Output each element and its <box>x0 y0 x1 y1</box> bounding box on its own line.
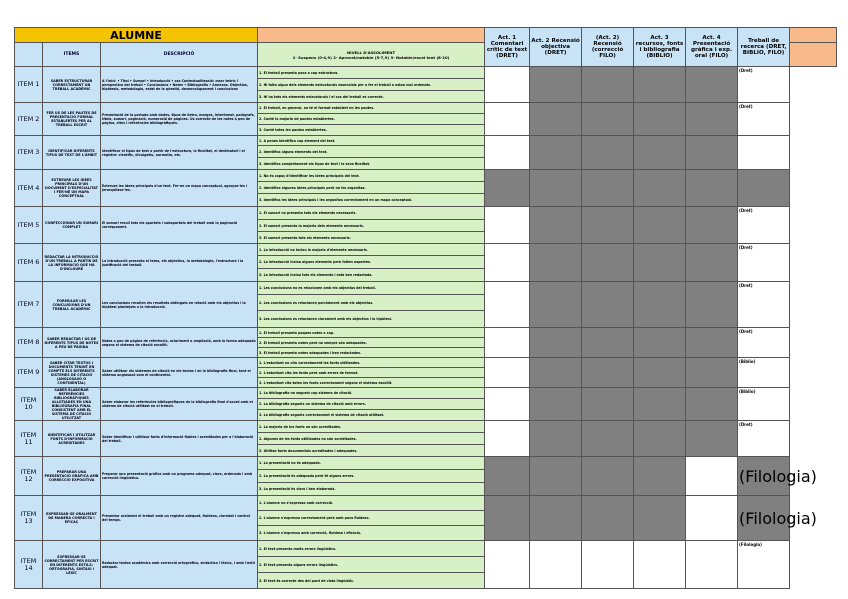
item-competence: SABER REDACTAR I ÚS DE DIFERENTS TIPUS DE NOTES A PEU DE PÀGINA <box>43 328 101 358</box>
activity-header-6: Treball de recerca (DRET, BIBLIO, FILO) <box>738 28 790 67</box>
level-descriptor: 2. Algunes de les fonts utilitzades no són acreditades. <box>258 433 485 445</box>
level-descriptor: 3. L'estudiant cita totes les fonts correctament segons el sistema escollit. <box>258 378 485 388</box>
item-description: Presentar oralment el treball amb un registre adequat, fluïdesa, claredat i control del temps. <box>101 496 258 541</box>
rubric-row <box>15 328 837 338</box>
rubric-sheet <box>14 27 836 589</box>
activity-score-cell[interactable] <box>485 358 530 388</box>
activity-score-cell[interactable] <box>634 244 686 282</box>
level-descriptor: 2. L'alumne s'expressa correctament però amb poca fluïdesa. <box>258 511 485 526</box>
level-descriptor: 2. La bibliografia segueix un sistema de citació amb errors. <box>258 399 485 410</box>
level-header-title: NIVELL D'ASSOLIMENT <box>347 49 396 55</box>
item-label: ITEM 7 <box>15 282 43 328</box>
level-descriptor: 2. El text presenta alguns errors lingüístics. <box>258 557 485 573</box>
activity-score-cell[interactable] <box>485 67 530 103</box>
rubric-row <box>15 421 837 433</box>
item-competence: REDACTAR LA INTRODUCCIÓ D'UN TREBALL A PARTIR DE LA INFORMACIÓ QUE HA D'INCLOURE <box>43 244 101 282</box>
activity-score-cell[interactable] <box>485 170 530 207</box>
activity-score-cell[interactable] <box>686 457 738 496</box>
level-descriptor: 1. El text presenta molts errors lingüístics. <box>258 541 485 557</box>
level-descriptor: 3. La presentació és clara i ben elaborada. <box>258 483 485 496</box>
research-note[interactable]: (Dret) <box>738 421 790 457</box>
activity-score-cell[interactable] <box>530 244 582 282</box>
level-descriptor: 2. Conté la majoria de pautes establertes. <box>258 114 485 125</box>
research-note[interactable]: (Dret) <box>738 282 790 328</box>
activity-score-cell[interactable] <box>485 244 530 282</box>
level-descriptor: 3. Hi ha tots els elements estructurals i el cos del treball es correcte. <box>258 91 485 103</box>
item-description: Saber identificar i utilitzar fonts d'informació fiables i acreditades per a l'elaboració del treball. <box>101 421 258 457</box>
activity-score-cell[interactable] <box>686 358 738 388</box>
level-descriptor: 1. L'estudiant no cita correctament les fonts utilitzades. <box>258 358 485 368</box>
activity-score-cell[interactable] <box>686 496 738 541</box>
activity-header-1: Act. 1 Comentari crític de text (DRET) <box>485 28 530 67</box>
rubric-row <box>15 388 837 399</box>
activity-score-cell[interactable] <box>582 103 634 136</box>
activity-score-cell[interactable] <box>530 207 582 244</box>
activity-header-3: (Act. 2) Recensió (correcció FILO) <box>582 28 634 67</box>
research-note[interactable]: (Dret) <box>738 103 790 136</box>
items-column-header: ITEMS <box>43 43 101 67</box>
activity-score-cell[interactable] <box>485 103 530 136</box>
activity-score-cell[interactable] <box>530 457 582 496</box>
item-description: El sumari recull tots els apartats i subapartats del treball amb la paginació corresponent. <box>101 207 258 244</box>
level-descriptor: 1. El treball, en general, no té el format establert en les pautes. <box>258 103 485 114</box>
level-descriptor: 1. A penes identifica cap element del text. <box>258 136 485 146</box>
research-note[interactable]: (Dret) <box>738 244 790 282</box>
activity-score-cell[interactable] <box>634 67 686 103</box>
rubric-row <box>15 244 837 256</box>
item-competence: EXPRESSAR-SE CORRECTAMENT PER ESCRIT EN DIFERENTS ESTILS: ORTOGRAFIA, SINTAXI I LÈXIC <box>43 541 101 589</box>
rubric-row <box>15 136 837 146</box>
activity-score-cell[interactable] <box>530 103 582 136</box>
activity-score-cell[interactable] <box>485 328 530 358</box>
item-competence: PREPARAR UNA PRESENTACIÓ GRÀFICA AMB CORRECCIÓ EXPOSITIVA <box>43 457 101 496</box>
rubric-row <box>15 170 837 182</box>
level-descriptor: 1. No és capaç d'identificar les idees principals del text. <box>258 170 485 182</box>
level-descriptor: 2. Hi falta algun dels elements estructurals essencials per a fer el treball o estan mal ordenats. <box>258 79 485 91</box>
research-note[interactable]: (Filologia) <box>738 541 790 589</box>
item-competence: SABER ELABORAR REFERÈNCIES BIBLIOGRÀFIQUES ALLOTJADES EN UNA BIBLIOGRAFIA FINAL CONSISTENT AMB EL SISTEMA DE CITACIÓ UTILITZAT <box>43 388 101 421</box>
research-note[interactable]: (Biblio) <box>738 388 790 421</box>
item-competence: SABER ESTRUCTURAR CORRECTAMENT UN TREBALL ACADÈMIC <box>43 67 101 103</box>
activity-score-cell[interactable] <box>634 207 686 244</box>
item-label: ITEM 5 <box>15 207 43 244</box>
activity-score-cell[interactable] <box>634 421 686 457</box>
activity-score-cell[interactable] <box>530 67 582 103</box>
item-description: Extreure les idees principals d'un text. Fer-ne un mapa conceptual, agrupar-les i jerarquitzar-les. <box>101 170 258 207</box>
level-descriptor: 3. Conté totes les pautes establertes. <box>258 125 485 136</box>
level-descriptor: 1. La bibliografia no segueix cap sistema de citació. <box>258 388 485 399</box>
level-descriptor: 3. El treball presenta notes adequades i ben redactades. <box>258 348 485 358</box>
item-competence: IDENTIFICAR DIFERENTS TIPUS DE TEXT DE L'ÀMBIT <box>43 136 101 170</box>
activity-score-cell[interactable] <box>530 358 582 388</box>
level-descriptor: 1. La introducció no inclou la majoria d'elements necessaris. <box>258 244 485 256</box>
item-label: ITEM 9 <box>15 358 43 388</box>
level-descriptor: 3. La introducció inclou tots els elements i està ben redactada. <box>258 269 485 282</box>
item-competence: SABER CITAR TEXTOS I DOCUMENTS TENINT EN COMPTE ELS DIFERENTS SISTEMES DE CITACIÓ (ANGLOSAXÓ O CONTINENTAL) <box>43 358 101 388</box>
activity-score-cell[interactable] <box>686 207 738 244</box>
activity-score-cell[interactable] <box>530 170 582 207</box>
activity-score-cell[interactable] <box>582 328 634 358</box>
rubric-row <box>15 207 837 220</box>
activity-score-cell[interactable] <box>485 388 530 421</box>
activity-score-cell[interactable] <box>634 136 686 170</box>
activity-score-cell[interactable] <box>530 496 582 541</box>
item-description: A l'inici: • Títol • Sumari • Introducció • cos Contextualització: marc teòric i perspectiva del treball • Conclusions • Notes • Bibliografia • Annexos. Objectius, hipòtesis, metodologia, estat de la qüestió, desenvolupament i conclusions <box>101 67 258 103</box>
student-title: ALUMNE <box>15 28 258 43</box>
level-descriptor: 1. Les conclusions no es relacionen amb els objectius del treball. <box>258 282 485 295</box>
item-description: Saber utilitzar els sistemes de citació en els textos i en la bibliografia final, tant el sistema anglosaxó com el continental. <box>101 358 258 388</box>
activity-score-cell[interactable] <box>485 207 530 244</box>
rubric-row <box>15 457 837 470</box>
research-note[interactable]: (Dret) <box>738 207 790 244</box>
item-description: Les conclusions recullen els resultats obtinguts en relació amb els objectius i la hipòtesi plantejats a la introducció. <box>101 282 258 328</box>
item-competence: EXTREURE LES IDEES PRINCIPALS D'UN DOCUMENT D'ESPECIALITAT I FER-NE UN MAPA CONCEPTUAL <box>43 170 101 207</box>
level-descriptor: 2. Identifica alguns elements del text. <box>258 146 485 158</box>
item-competence: EXPRESSAR-SE ORALMENT DE MANERA CORRECTA I EFICAÇ <box>43 496 101 541</box>
research-note[interactable]: (Filologia) <box>738 457 790 496</box>
activity-score-cell[interactable] <box>686 103 738 136</box>
level-descriptor: 1. La majoria de les fonts no són acreditades. <box>258 421 485 433</box>
rubric-body <box>15 67 837 589</box>
level-descriptor: 3. La bibliografia segueix correctament el sistema de citació utilitzat. <box>258 410 485 421</box>
item-label: ITEM 3 <box>15 136 43 170</box>
activity-score-cell[interactable] <box>634 388 686 421</box>
level-descriptor: 2. El sumari presenta la majoria dels elements necessaris. <box>258 220 485 232</box>
activity-score-cell[interactable] <box>582 136 634 170</box>
activity-score-cell[interactable] <box>582 421 634 457</box>
level-descriptor: 3. L'alumne s'expressa amb correcció, fluïdesa i eficàcia. <box>258 526 485 541</box>
item-competence: CONFECCIONAR UN SUMARI COMPLET <box>43 207 101 244</box>
level-descriptor: 3. Les conclusions es relacionen clarament amb els objectius i la hipòtesi. <box>258 311 485 328</box>
level-descriptor: 3. El sumari presenta tots els elements necessaris. <box>258 232 485 244</box>
item-label: ITEM 14 <box>15 541 43 589</box>
description-column-header: DESCRIPCIÓ <box>101 43 258 67</box>
activity-score-cell[interactable] <box>530 136 582 170</box>
item-label: ITEM 1 <box>15 67 43 103</box>
rubric-row <box>15 541 837 557</box>
activity-header-5: Act. 4 Presentació gràfica i exp. oral (FILO) <box>686 28 738 67</box>
item-description: Preparar una presentació gràfica amb un programa adequat, clara, ordenada i amb correcció lingüística. <box>101 457 258 496</box>
item-description: Redactar textos acadèmics amb correcció ortogràfica, sintàctica i lèxica, i amb l'estil adequat. <box>101 541 258 589</box>
item-label: ITEM 10 <box>15 388 43 421</box>
activity-score-cell[interactable] <box>634 541 686 589</box>
research-note[interactable] <box>738 170 790 207</box>
research-note[interactable]: (Filologia) <box>738 496 790 541</box>
research-note[interactable]: (Biblio) <box>738 358 790 388</box>
activity-score-cell[interactable] <box>686 541 738 589</box>
item-description: Presentació de la portada amb dades, tipus de lletra, marges, interlineat, paràgrafs, títols, sumari, paginació, numeració de pàgines. Ús correcte de les notes a peu de pàgina, cites i referències bibliogràfiques. <box>101 103 258 136</box>
activity-score-cell[interactable] <box>582 207 634 244</box>
level-column-header <box>258 43 485 67</box>
activity-score-cell[interactable] <box>634 496 686 541</box>
item-description: Identificar el tipus de text a partir de l'estructura, la finalitat, el destinatari i el registre: científic, divulgatiu, normatiu, etc. <box>101 136 258 170</box>
level-descriptor: 3. Identifica completament els tipus de text i la seva finalitat. <box>258 158 485 170</box>
item-label: ITEM 6 <box>15 244 43 282</box>
activity-score-cell[interactable] <box>686 282 738 328</box>
item-label: ITEM 13 <box>15 496 43 541</box>
level-descriptor: 1. L'alumne no s'expressa amb correcció. <box>258 496 485 511</box>
activity-score-cell[interactable] <box>634 457 686 496</box>
activity-score-cell[interactable] <box>582 358 634 388</box>
item-description: Notes a peu de pàgina de referència, aclariment o ampliació, amb la forma adequada segons el sistema de citació escollit. <box>101 328 258 358</box>
item-label: ITEM 2 <box>15 103 43 136</box>
activity-score-cell[interactable] <box>634 282 686 328</box>
item-label: ITEM 11 <box>15 421 43 457</box>
activity-score-cell[interactable] <box>686 244 738 282</box>
item-label: ITEM 8 <box>15 328 43 358</box>
level-descriptor: 3. El text és correcte des del punt de vista lingüístic. <box>258 573 485 589</box>
level-descriptor: 2. La introducció inclou alguns elements però falten aspectes. <box>258 256 485 269</box>
research-note[interactable]: (Dret) <box>738 328 790 358</box>
activity-header-2: Act. 2 Recensió objectiva (DRET) <box>530 28 582 67</box>
items-corner <box>15 43 43 67</box>
header-blank <box>258 28 485 43</box>
activity-score-cell[interactable] <box>582 388 634 421</box>
activity-score-cell[interactable] <box>582 67 634 103</box>
item-competence: FORMULAR LES CONCLUSIONS D'UN TREBALL ACADÈMIC <box>43 282 101 328</box>
level-descriptor: 2. El treball presenta notes però no sempre són adequades. <box>258 338 485 348</box>
level-descriptor: 3. Identifica les idees principals i les organitza correctament en un mapa conceptual. <box>258 194 485 207</box>
level-descriptor: 2. Identifica algunes idees principals però no les organitza. <box>258 182 485 194</box>
activity-score-cell[interactable] <box>485 496 530 541</box>
activity-score-cell[interactable] <box>582 244 634 282</box>
activity-score-cell[interactable] <box>485 421 530 457</box>
activity-score-cell[interactable] <box>530 282 582 328</box>
activity-score-cell[interactable] <box>582 541 634 589</box>
activity-score-cell[interactable] <box>582 282 634 328</box>
item-label: ITEM 4 <box>15 170 43 207</box>
activity-score-cell[interactable] <box>582 457 634 496</box>
level-header-scale: 1- Suspens (0-4,9) 2- Aprovat/notable (5-7,9) 3- Notable/excel·lent (8-10) <box>292 54 450 60</box>
activity-score-cell[interactable] <box>686 328 738 358</box>
activity-score-cell[interactable] <box>530 328 582 358</box>
activity-score-cell[interactable] <box>686 421 738 457</box>
rubric-row <box>15 282 837 295</box>
rubric-row <box>15 103 837 114</box>
header-blank-right <box>790 28 837 43</box>
activity-score-cell[interactable] <box>686 67 738 103</box>
item-competence: FER ÚS DE LES PAUTES DE PRESENTACIÓ FORMAL ESTABLERTES PER AL TREBALL ESCRIT <box>43 103 101 136</box>
header-blank-right-2 <box>790 43 837 67</box>
level-descriptor: 1. El sumari no presenta tots els elements necessaris. <box>258 207 485 220</box>
activity-score-cell[interactable] <box>485 282 530 328</box>
level-descriptor: 1. La presentació no és adequada. <box>258 457 485 470</box>
activity-score-cell[interactable] <box>686 136 738 170</box>
activity-score-cell[interactable] <box>485 457 530 496</box>
level-descriptor: 3. Utilitza fonts documentals acreditades i adequades. <box>258 445 485 457</box>
rubric-table <box>14 27 837 589</box>
level-descriptor: 1. El treball presenta poques notes o cap. <box>258 328 485 338</box>
activity-score-cell[interactable] <box>686 388 738 421</box>
activity-score-cell[interactable] <box>485 541 530 589</box>
rubric-row <box>15 496 837 511</box>
level-descriptor: 2. Les conclusions es relacionen parcialment amb els objectius. <box>258 295 485 311</box>
activity-score-cell[interactable] <box>530 421 582 457</box>
activity-score-cell[interactable] <box>530 541 582 589</box>
activity-score-cell[interactable] <box>582 170 634 207</box>
rubric-row <box>15 358 837 368</box>
research-note[interactable]: (Dret) <box>738 67 790 103</box>
level-descriptor: 2. La presentació és adequada però té alguns errors. <box>258 470 485 483</box>
activity-score-cell[interactable] <box>530 388 582 421</box>
activity-score-cell[interactable] <box>634 170 686 207</box>
activity-score-cell[interactable] <box>686 170 738 207</box>
activity-score-cell[interactable] <box>485 136 530 170</box>
level-descriptor: 2. L'estudiant cita les fonts però amb errors de format. <box>258 368 485 378</box>
item-description: Saber elaborar les referències bibliogràfiques de la bibliografia final d'acord amb el sistema de citació utilitzat en el treball. <box>101 388 258 421</box>
activity-header-4: Act. 3 recursos, fonts i bibliografia (BIBLIO) <box>634 28 686 67</box>
item-description: La introducció presenta el tema, els objectius, la metodologia, l'estructura i la justificació del treball. <box>101 244 258 282</box>
activity-score-cell[interactable] <box>634 358 686 388</box>
item-label: ITEM 12 <box>15 457 43 496</box>
activity-score-cell[interactable] <box>634 103 686 136</box>
research-note[interactable] <box>738 136 790 170</box>
rubric-row <box>15 67 837 79</box>
item-competence: IDENTIFICAR I UTILITZAR FONTS D'INFORMACIÓ ACREDITADES <box>43 421 101 457</box>
level-descriptor: 1. El treball presenta poca o cap estructura. <box>258 67 485 79</box>
activity-score-cell[interactable] <box>634 328 686 358</box>
activity-score-cell[interactable] <box>582 496 634 541</box>
